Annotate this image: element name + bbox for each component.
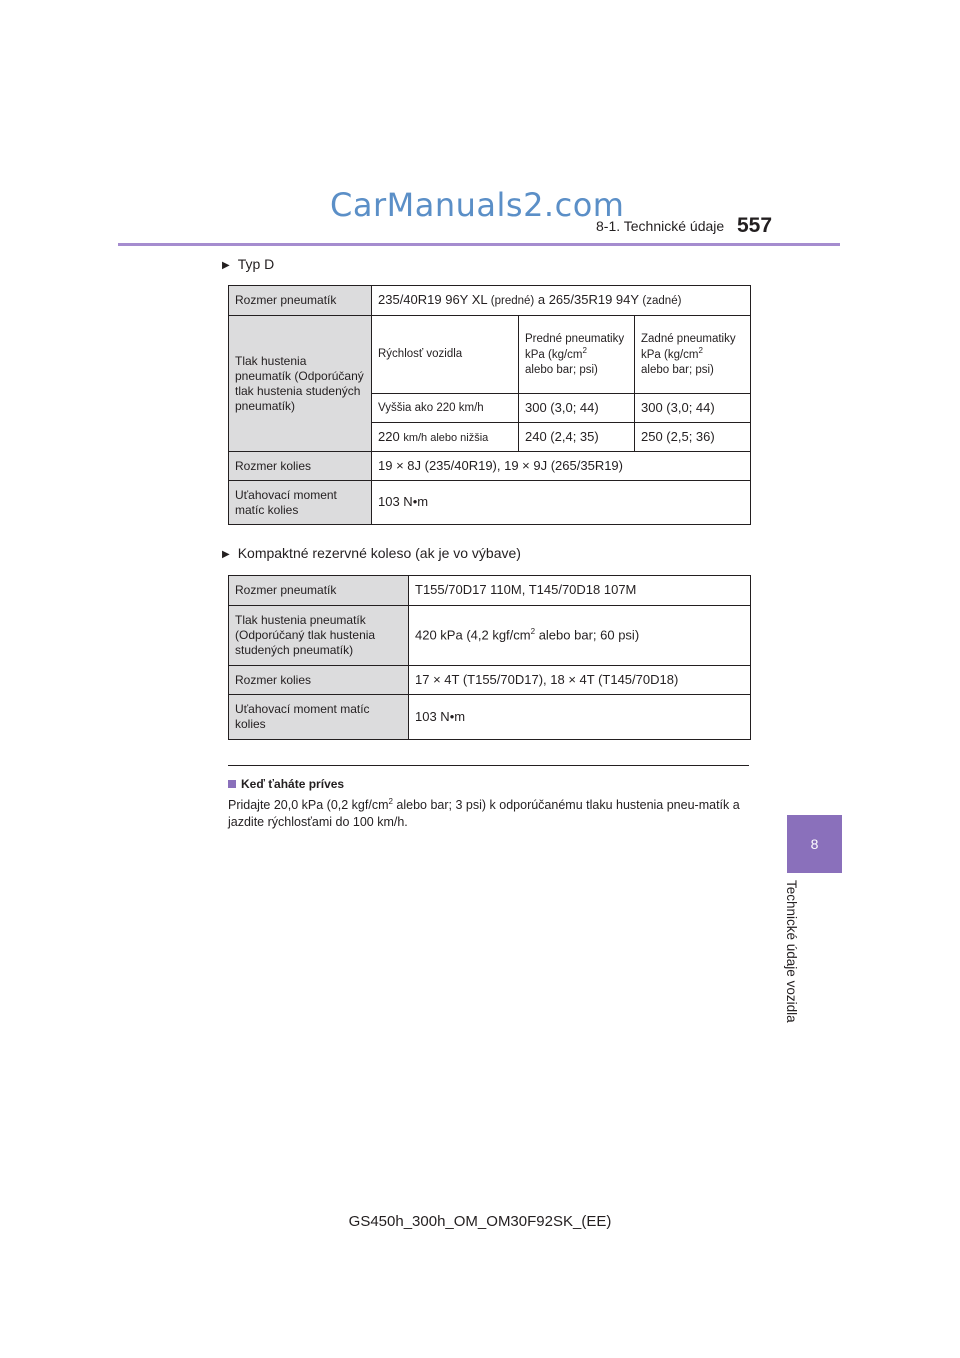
watermark-logo: CarManuals2.com	[330, 186, 625, 224]
pressure-label: Tlak hustenia pneumatík (Odporúčaný tlak hustenia studených pneumatík)	[229, 316, 372, 452]
front-header-line: alebo bar; psi)	[525, 363, 598, 376]
rear-header-line: kPa (kg/cm	[641, 349, 699, 362]
speed-part: 220	[378, 428, 404, 444]
rear-pressure-cell: 300 (3,0; 44)	[635, 394, 751, 423]
tire-size-value: T155/70D17 110M, T145/70D18 107M	[409, 576, 751, 606]
note-body-part: alebo bar; 3 psi) k odporúčanému tlaku hustenia pneu-matík a jazdite rýchlosťami do 100 km/h.	[228, 798, 740, 830]
note-divider	[228, 765, 749, 766]
front-header-line: kPa (kg/cm	[525, 349, 583, 362]
table-row	[229, 666, 751, 695]
footer-doc-code: GS450h_300h_OM_OM30F92SK_(EE)	[348, 1213, 612, 1230]
tire-size-label: Rozmer pneumatík	[229, 576, 409, 606]
type-d-table	[228, 285, 751, 525]
chapter-side-label	[775, 880, 810, 1050]
wheel-size-label: Rozmer kolies	[229, 666, 409, 695]
wheel-size-value: 19 × 8J (235/40R19), 19 × 9J (265/35R19)	[372, 452, 751, 481]
table-row	[229, 286, 751, 316]
rear-pressure-cell: 250 (2,5; 36)	[635, 423, 751, 452]
triangle-bullet-icon: ▶	[222, 549, 230, 560]
tire-size-part: (zadné)	[642, 295, 682, 308]
pressure-part: 420 kPa (4,2 kgf/cm	[415, 627, 531, 643]
torque-label: Uťahovací moment matíc kolies	[229, 481, 372, 525]
note-body	[228, 797, 758, 831]
type-d-heading-text: Typ D	[237, 256, 275, 272]
chapter-title: Technické údaje vozidla	[784, 880, 799, 1023]
note-body-part: Pridajte 20,0 kPa (0,2 kgf/cm	[228, 798, 389, 813]
table-row	[229, 695, 751, 740]
header-divider	[118, 243, 840, 246]
superscript: 2	[530, 627, 536, 637]
front-tires-header	[519, 316, 635, 394]
tire-size-value	[372, 286, 751, 316]
torque-label: Uťahovací moment matíc kolies	[229, 695, 409, 740]
table-row	[229, 606, 751, 666]
wheel-size-value: 17 × 4T (T155/70D17), 18 × 4T (T145/70D18)	[409, 666, 751, 695]
table-row	[229, 481, 751, 525]
pressure-label: Tlak hustenia pneumatík (Odporúčaný tlak hustenia studených pneumatík)	[229, 606, 409, 666]
chapter-number: 8	[810, 836, 819, 852]
speed-header: Rýchlosť vozidla	[372, 316, 519, 394]
superscript: 2	[582, 346, 587, 356]
table-row	[229, 452, 751, 481]
table-row	[229, 576, 751, 606]
tire-size-part: 235/40R19 96Y XL	[378, 292, 491, 308]
note-title-text: Keď ťaháte príves	[241, 777, 345, 791]
wheel-size-label: Rozmer kolies	[229, 452, 372, 481]
rear-header-line: Zadné pneumatiky	[641, 333, 736, 346]
torque-value: 103 N•m	[409, 695, 751, 740]
spare-table	[228, 575, 751, 740]
superscript: 2	[388, 797, 393, 806]
speed-cell	[372, 423, 519, 452]
page-number: 557	[737, 214, 773, 237]
rear-header-line: alebo bar; psi)	[641, 363, 714, 376]
triangle-bullet-icon: ▶	[222, 260, 230, 271]
speed-cell: Vyššia ako 220 km/h	[372, 394, 519, 423]
square-bullet-icon	[228, 780, 236, 788]
pressure-value	[409, 606, 751, 666]
tire-size-part: a 265/35R19 94Y	[534, 292, 643, 308]
section-title: 8-1. Technické údaje	[596, 218, 725, 234]
spare-heading	[222, 545, 521, 561]
pressure-part: alebo bar; 60 psi)	[535, 627, 640, 643]
front-pressure-cell: 240 (2,4; 35)	[519, 423, 635, 452]
note-title	[228, 777, 344, 791]
chapter-tab	[787, 815, 842, 873]
front-header-line: Predné pneumatiky	[525, 333, 625, 346]
spare-heading-text: Kompaktné rezervné koleso (ak je vo výbave)	[237, 545, 521, 561]
torque-value: 103 N•m	[372, 481, 751, 525]
rear-tires-header	[635, 316, 751, 394]
superscript: 2	[698, 346, 703, 356]
front-pressure-cell: 300 (3,0; 44)	[519, 394, 635, 423]
tire-size-label: Rozmer pneumatík	[229, 286, 372, 316]
tire-size-part: (predné)	[490, 295, 535, 308]
speed-part: km/h alebo nižšia	[403, 431, 489, 444]
table-row	[229, 316, 751, 394]
type-d-heading	[222, 256, 274, 272]
